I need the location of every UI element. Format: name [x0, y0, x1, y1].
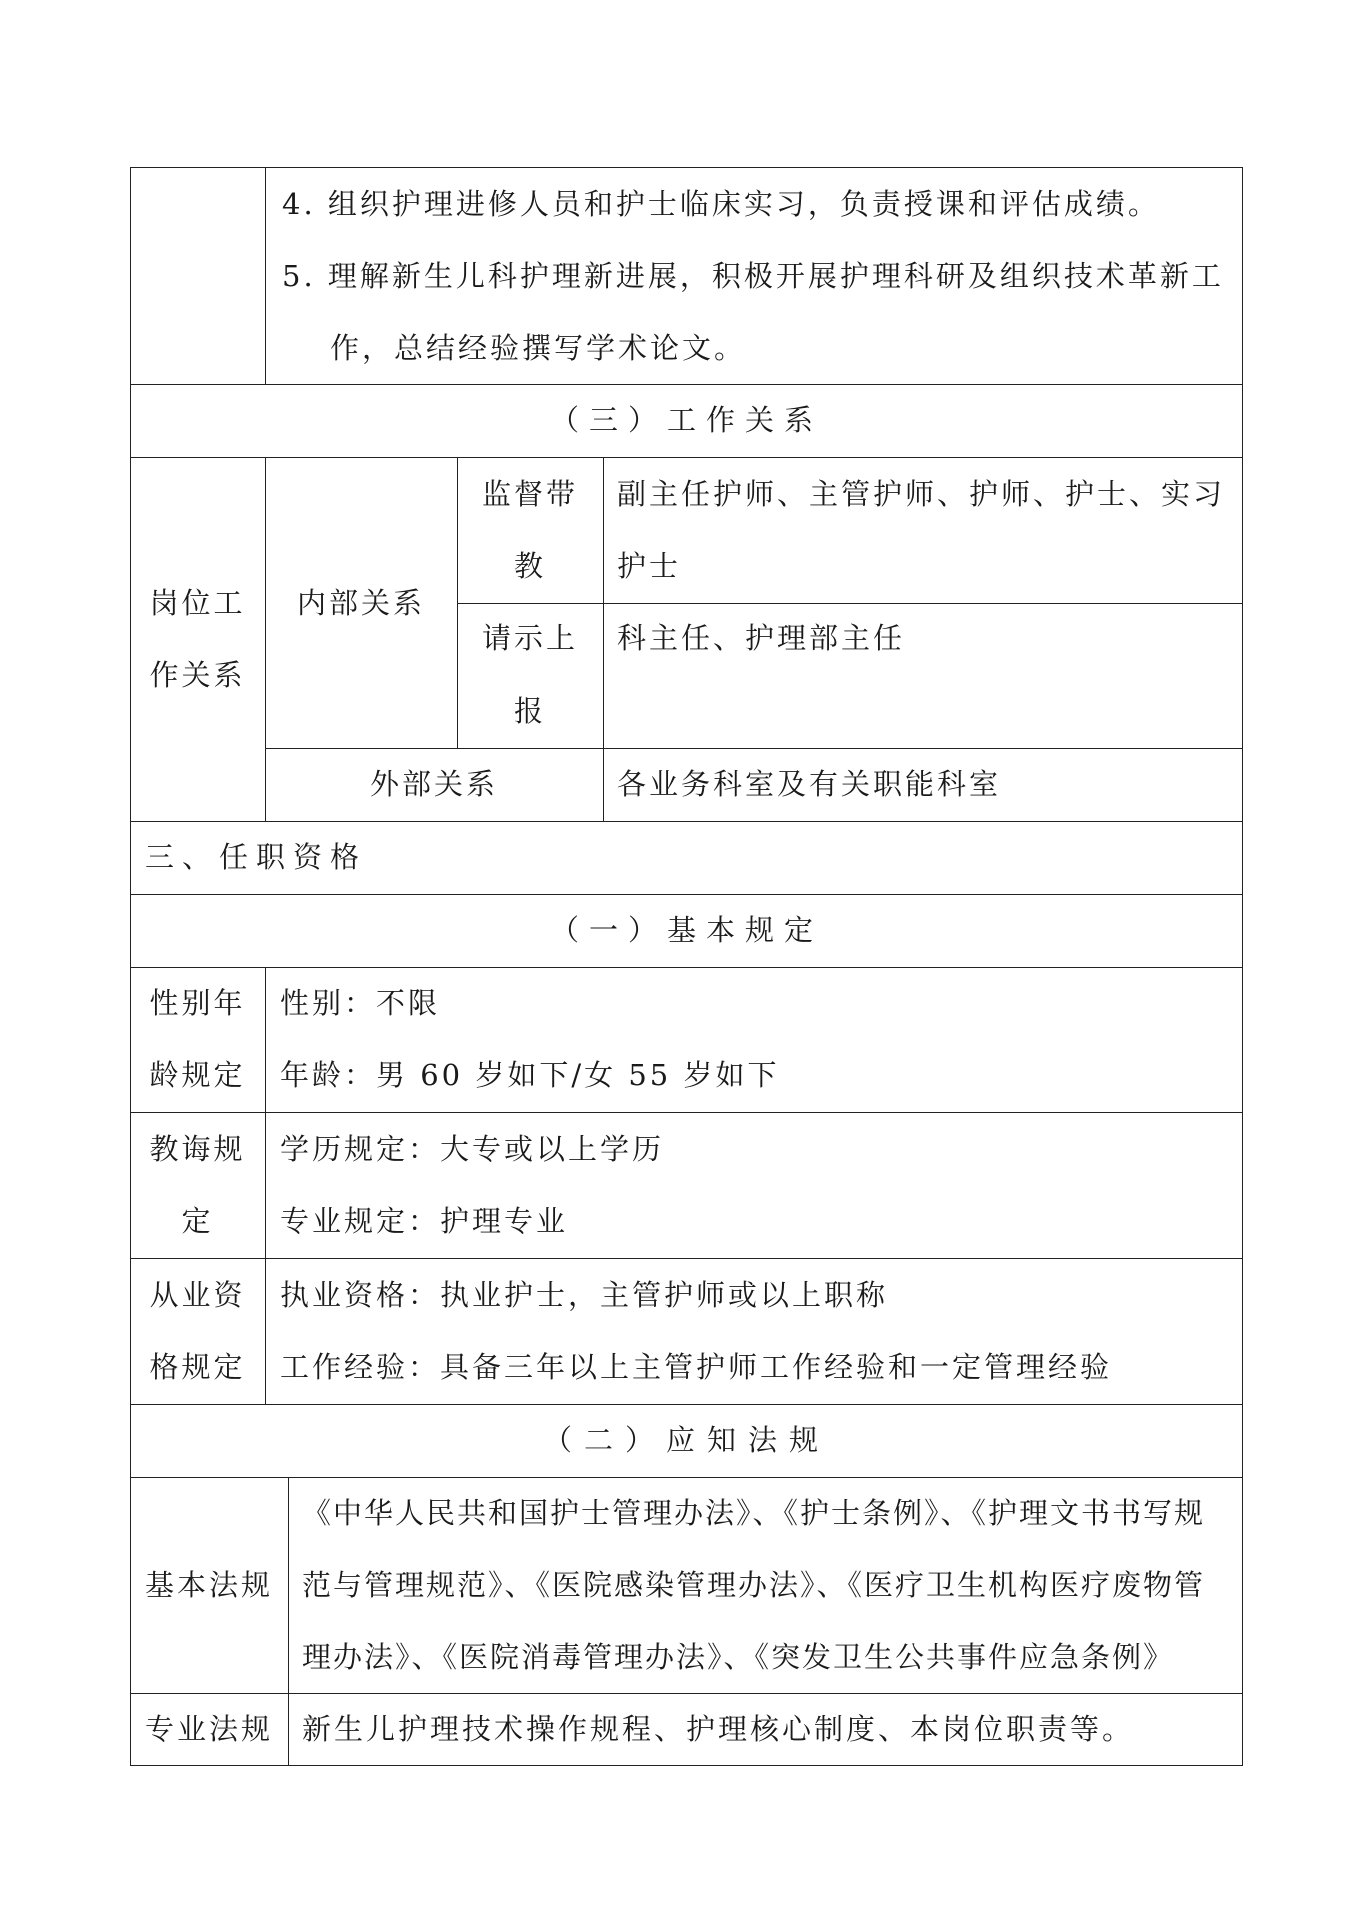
col-sep — [288, 1477, 289, 1765]
report-label-1: 请示上 — [481, 621, 578, 655]
license-value: 执业资格：执业护士，主管护师或以上职称 — [280, 1278, 889, 1312]
internal-relations-label: 内部关系 — [296, 586, 425, 620]
table-border-top — [130, 167, 1243, 168]
row-sep — [130, 1693, 1243, 1694]
col-sep — [603, 457, 604, 821]
regulations-heading: （二）应知法规 — [542, 1423, 830, 1457]
gender-value: 性别：不限 — [280, 986, 441, 1020]
education-label-1: 教诲规 — [149, 1132, 246, 1166]
basic-regulations-line-2: 范与管理规范》、《医院感染管理办法》、《医疗卫生机构医疗废物管 — [302, 1568, 1206, 1602]
row-sep — [130, 1404, 1243, 1405]
row-sep — [130, 967, 1243, 968]
external-relations-value: 各业务科室及有关职能科室 — [617, 767, 1002, 801]
basic-regulations-label: 基本法规 — [144, 1568, 273, 1602]
table-border-bottom — [130, 1765, 1243, 1766]
practice-label-1: 从业资 — [149, 1278, 246, 1312]
gender-age-label-2: 龄规定 — [149, 1058, 246, 1092]
row-sep — [130, 384, 1243, 385]
supervise-label-1: 监督带 — [481, 477, 578, 511]
row-sep — [130, 1112, 1243, 1113]
row-sep — [265, 748, 1243, 749]
duty-item-5-line1: 5. 理解新生儿科护理新进展，积极开展护理科研及组织技术革新工 — [282, 259, 1224, 293]
work-relations-heading: （三）工作关系 — [549, 403, 823, 437]
col-sep — [265, 967, 266, 1404]
supervise-label-2: 教 — [513, 549, 546, 583]
row-sep — [130, 1477, 1243, 1478]
practice-label-2: 格规定 — [149, 1350, 246, 1384]
row-sep — [130, 457, 1243, 458]
row-sep — [130, 821, 1243, 822]
report-value: 科主任、护理部主任 — [617, 621, 906, 655]
qualifications-heading: 三、任职资格 — [145, 840, 368, 874]
major-value: 专业规定：护理专业 — [280, 1204, 569, 1238]
col-sep — [265, 167, 266, 384]
education-value: 学历规定：大专或以上学历 — [280, 1132, 665, 1166]
gender-age-label-1: 性别年 — [149, 986, 246, 1020]
basic-regulations-line-1: 《中华人民共和国护士管理办法》、《护士条例》、《护理文书书写规 — [302, 1496, 1206, 1530]
position-relations-label-2: 作关系 — [149, 658, 246, 692]
supervise-value-2: 护士 — [617, 549, 682, 583]
age-value: 年龄：男 60 岁如下/女 55 岁如下 — [280, 1058, 780, 1092]
basic-rules-heading: （一）基本规定 — [549, 913, 823, 947]
row-sep — [130, 894, 1243, 895]
external-relations-label: 外部关系 — [369, 767, 498, 801]
duty-item-4: 4. 组织护理进修人员和护士临床实习，负责授课和评估成绩。 — [282, 187, 1160, 221]
report-label-2: 报 — [513, 694, 546, 728]
duty-item-5-line2: 作，总结经验撰写学术论文。 — [330, 331, 747, 365]
row-sep — [457, 603, 1243, 604]
professional-regulations-label: 专业法规 — [144, 1712, 273, 1746]
basic-regulations-line-3: 理办法》、《医院消毒管理办法》、《突发卫生公共事件应急条例》 — [302, 1640, 1175, 1674]
supervise-value-1: 副主任护师、主管护师、护师、护士、实习 — [617, 477, 1226, 511]
row-sep — [130, 1258, 1243, 1259]
professional-regulations-value: 新生儿护理技术操作规程、护理核心制度、本岗位职责等。 — [302, 1712, 1135, 1746]
experience-value: 工作经验：具备三年以上主管护师工作经验和一定管理经验 — [280, 1350, 1113, 1384]
position-relations-label-1: 岗位工 — [149, 586, 246, 620]
education-label-2: 定 — [181, 1204, 214, 1238]
